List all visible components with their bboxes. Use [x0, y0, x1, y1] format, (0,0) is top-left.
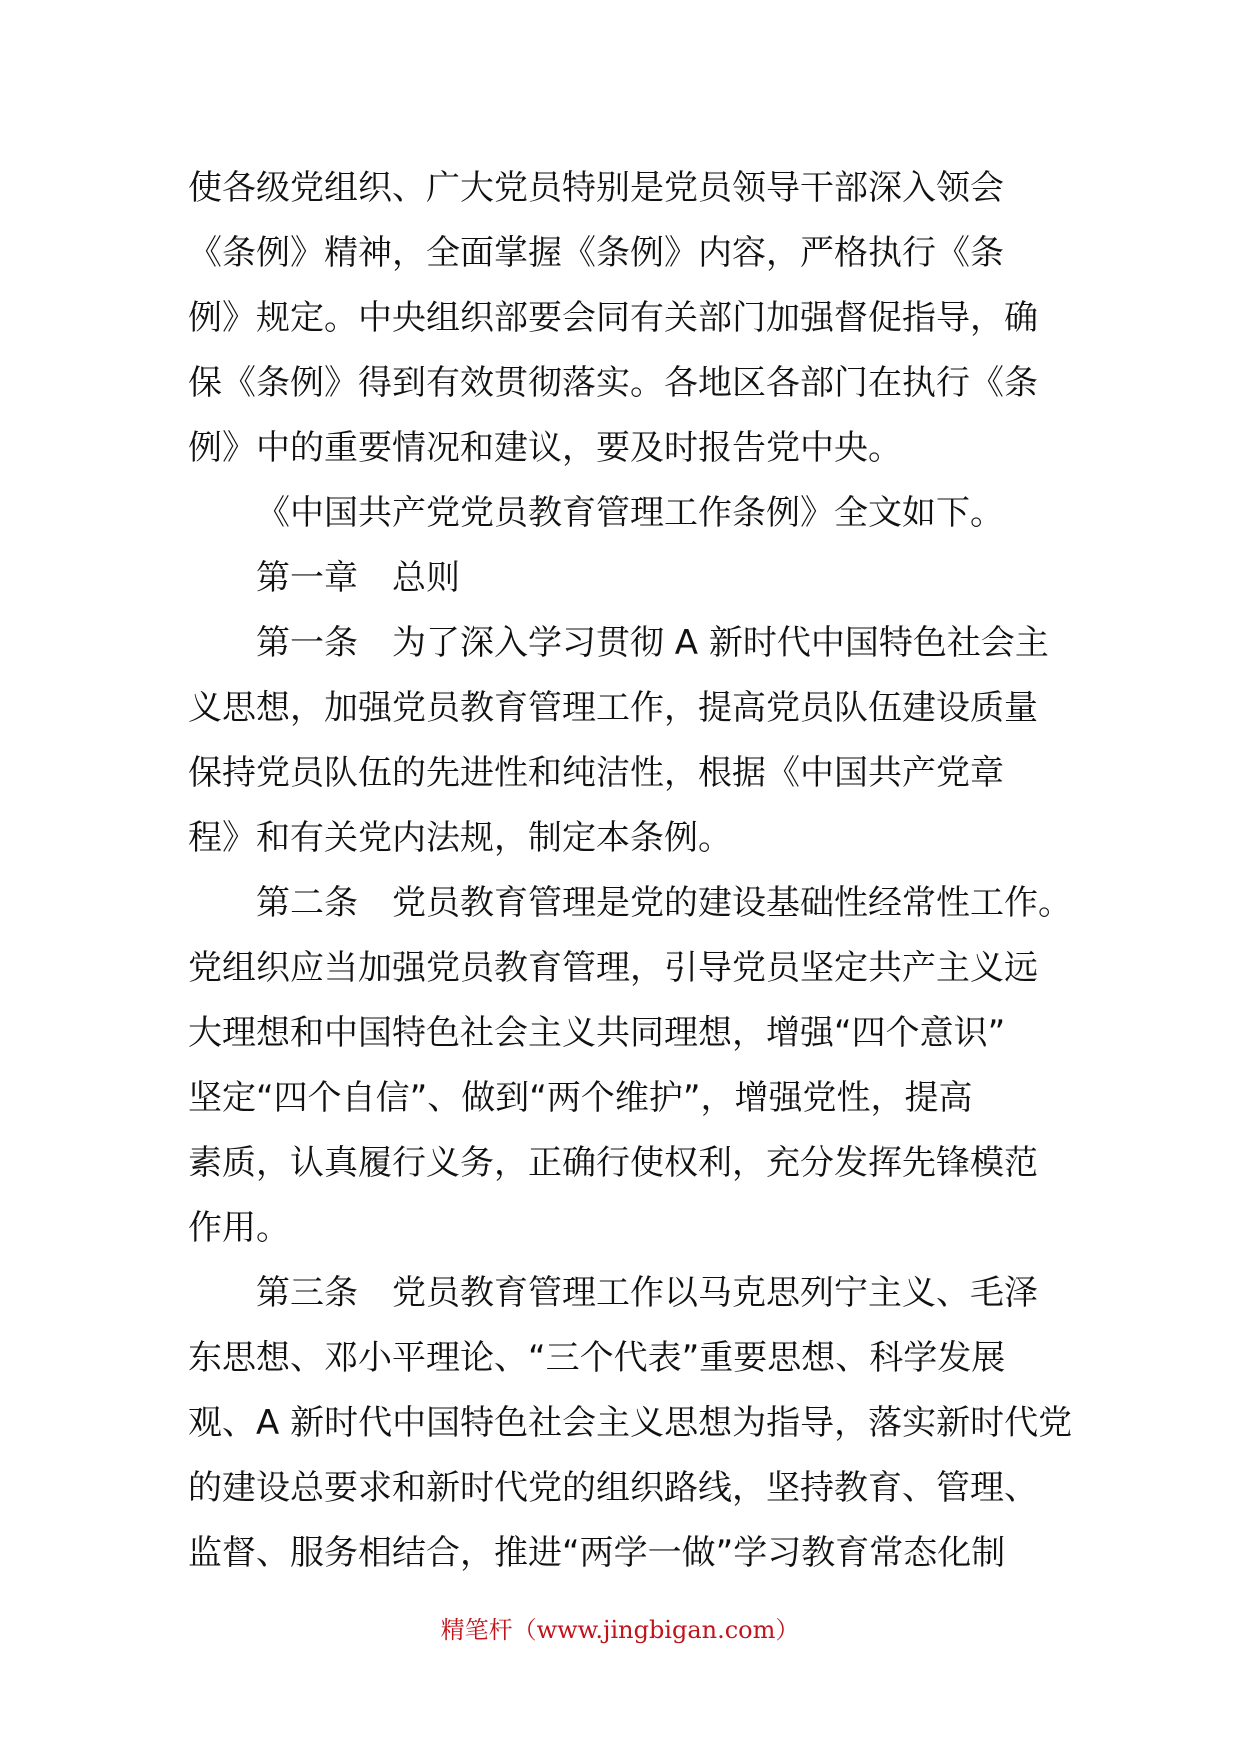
text-line: 大理想和中国特色社会主义共同理想，增强“四个意识” — [188, 1013, 1006, 1053]
text-line: 的建设总要求和新时代党的组织路线，坚持教育、管理、 — [188, 1468, 1038, 1508]
text-line: 保《条例》得到有效贯彻落实。各地区各部门在执行《条 — [188, 363, 1038, 403]
text-line: 素质，认真履行义务，正确行使权利，充分发挥先锋模范 — [188, 1143, 1038, 1183]
footer-watermark: 精笔杆（www.jingbigan.com） — [440, 1616, 800, 1644]
text-line: 例》规定。中央组织部要会同有关部门加强督促指导，确 — [188, 298, 1038, 338]
text-line: 东思想、邓小平理论、“三个代表”重要思想、科学发展 — [188, 1338, 1006, 1378]
text-line: 保持党员队伍的先进性和纯洁性，根据《中国共产党章 — [188, 753, 1004, 793]
text-line: 《条例》精神，全面掌握《条例》内容，严格执行《条 — [188, 233, 1004, 273]
text-line: 党组织应当加强党员教育管理，引导党员坚定共产主义远 — [188, 948, 1038, 988]
text-line: 第二条 党员教育管理是党的建设基础性经常性工作。 — [256, 883, 1072, 923]
text-line: 程》和有关党内法规，制定本条例。 — [188, 818, 732, 858]
text-line: 第一条 为了深入学习贯彻 A 新时代中国特色社会主 — [256, 623, 1049, 663]
text-line: 义思想，加强党员教育管理工作，提高党员队伍建设质量 — [188, 688, 1038, 728]
body-text — [188, 156, 1073, 1586]
text-line: 第一章 总则 — [256, 558, 460, 598]
text-line: 坚定“四个自信”、做到“两个维护”，增强党性，提高 — [188, 1078, 973, 1118]
text-line: 监督、服务相结合，推进“两学一做”学习教育常态化制 — [188, 1533, 1006, 1573]
text-line: 使各级党组织、广大党员特别是党员领导干部深入领会 — [188, 168, 1004, 208]
text-line: 《中国共产党党员教育管理工作条例》全文如下。 — [256, 493, 1004, 533]
text-line: 第三条 党员教育管理工作以马克思列宁主义、毛泽 — [256, 1273, 1038, 1313]
text-line: 作用。 — [188, 1208, 290, 1248]
text-line: 例》中的重要情况和建议，要及时报告党中央。 — [188, 428, 902, 468]
text-line: 观、A 新时代中国特色社会主义思想为指导，落实新时代党 — [188, 1403, 1073, 1443]
